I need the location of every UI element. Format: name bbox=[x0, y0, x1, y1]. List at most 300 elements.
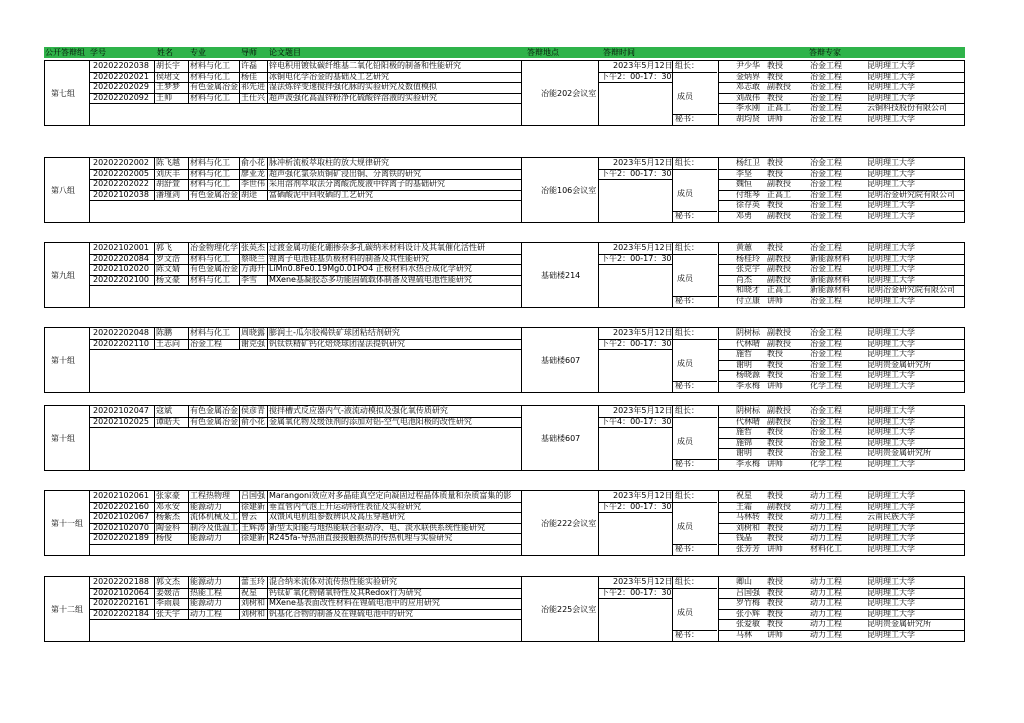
thesis-title: 金属氧化物及缓蚀剂的添加对铝-空气电池阳极的改性研究 bbox=[269, 417, 472, 426]
header-name: 姓名 bbox=[157, 48, 173, 57]
expert-name: 钱晶 bbox=[736, 533, 752, 542]
expert-rank: 教授 bbox=[767, 349, 783, 358]
thesis-title: R245fa-导热油直接接触换热的传热机理与实验研究 bbox=[269, 533, 453, 542]
defense-date: 2023年5月12日 bbox=[613, 577, 673, 586]
student-major: 材料与化工 bbox=[190, 169, 230, 178]
expert-field: 新能源材料 bbox=[810, 275, 850, 284]
expert-name: 杨桂玲 bbox=[736, 254, 760, 263]
student-name: 胡长宇 bbox=[156, 61, 180, 70]
defense-time: 下午2：00-17：30 bbox=[601, 588, 672, 597]
row-divider bbox=[672, 72, 717, 73]
student-advisor: 吕国强 bbox=[241, 491, 265, 500]
student-id: 20202202021 bbox=[93, 72, 149, 81]
expert-field: 冶金工程 bbox=[810, 349, 842, 358]
expert-rank: 教授 bbox=[767, 169, 783, 178]
expert-org: 昆明贵金属研究所 bbox=[867, 448, 931, 457]
expert-org: 昆明理工大学 bbox=[867, 264, 915, 273]
expert-org: 昆明理工大学 bbox=[867, 72, 915, 81]
student-advisor: 祝星 bbox=[241, 588, 257, 597]
student-advisor: 刘树和 bbox=[241, 598, 265, 607]
expert-name: 吕国强 bbox=[736, 588, 760, 597]
expert-org: 昆明理工大学 bbox=[867, 114, 915, 123]
student-advisor: 杨佳 bbox=[241, 72, 257, 81]
expert-field: 冶金工程 bbox=[810, 427, 842, 436]
row-divider bbox=[89, 427, 521, 428]
student-id: 20202102047 bbox=[93, 406, 149, 415]
expert-org: 昆明理工大学 bbox=[867, 243, 915, 252]
expert-org: 昆明理工大学 bbox=[867, 82, 915, 91]
expert-name: 祝星 bbox=[736, 491, 752, 500]
defense-room: 冶能202会议室 bbox=[541, 89, 597, 98]
defense-time: 下午4：00-17：30 bbox=[601, 417, 672, 426]
expert-field: 动力工程 bbox=[810, 512, 842, 521]
defense-date: 2023年5月12日 bbox=[613, 328, 673, 337]
expert-org: 昆明理工大学 bbox=[867, 179, 915, 188]
expert-org: 昆明理工大学 bbox=[867, 200, 915, 209]
expert-name: 罗竹梅 bbox=[736, 598, 760, 607]
student-name: 罗文浩 bbox=[156, 254, 180, 263]
expert-org: 昆明理工大学 bbox=[867, 459, 915, 468]
expert-role: 组长： bbox=[675, 243, 699, 252]
expert-org: 昆明理工大学 bbox=[867, 417, 915, 426]
expert-name: 阴树标 bbox=[736, 406, 760, 415]
student-name: 邓永安 bbox=[156, 502, 180, 511]
header-time: 答辩时间 bbox=[603, 48, 635, 57]
expert-field: 化学工程 bbox=[810, 381, 842, 390]
expert-name: 王霜 bbox=[736, 502, 752, 511]
expert-org: 昆明理工大学 bbox=[867, 339, 915, 348]
expert-org: 昆明贵金属研究所 bbox=[867, 619, 931, 628]
expert-name: 代林晴 bbox=[736, 417, 760, 426]
expert-name: 马林 bbox=[736, 630, 752, 639]
thesis-title: 采用溶剂萃取法分离酸洗废液中锌离子的基础研究 bbox=[269, 179, 445, 188]
student-major: 材料与化工 bbox=[190, 328, 230, 337]
expert-rank: 正高工 bbox=[767, 285, 791, 294]
row-divider bbox=[89, 544, 521, 545]
expert-org: 昆明理工大学 bbox=[867, 491, 915, 500]
expert-rank: 讲师 bbox=[767, 296, 783, 305]
student-advisor: 蕾玉玲 bbox=[241, 577, 265, 586]
expert-field: 冶金工程 bbox=[810, 264, 842, 273]
row-divider bbox=[672, 417, 717, 418]
expert-role: 秘书： bbox=[675, 296, 699, 305]
student-id: 20202102067 bbox=[93, 512, 149, 521]
student-name: 陶金科 bbox=[156, 523, 180, 532]
expert-field: 冶金工程 bbox=[810, 114, 842, 123]
expert-name: 谢明 bbox=[736, 360, 752, 369]
group-block bbox=[44, 576, 965, 642]
row-divider bbox=[89, 619, 521, 620]
expert-name: 李坚 bbox=[736, 169, 752, 178]
row-divider bbox=[598, 264, 672, 265]
row-divider bbox=[598, 598, 672, 599]
header-group: 公开答辩组 bbox=[45, 48, 85, 57]
expert-rank: 副教授 bbox=[767, 339, 791, 348]
expert-org: 云南民族大学 bbox=[867, 512, 915, 521]
expert-field: 冶金工程 bbox=[810, 328, 842, 337]
student-major: 能源动力 bbox=[190, 577, 222, 586]
expert-field: 冶金工程 bbox=[810, 448, 842, 457]
expert-role: 秘书： bbox=[675, 630, 699, 639]
expert-field: 冶金工程 bbox=[810, 169, 842, 178]
expert-name: 李永梅 bbox=[736, 381, 760, 390]
student-major: 材料与化工 bbox=[190, 93, 230, 102]
expert-name: 付维琴 bbox=[736, 190, 760, 199]
expert-rank: 教授 bbox=[767, 200, 783, 209]
expert-org: 昆明理工大学 bbox=[867, 523, 915, 532]
expert-rank: 教授 bbox=[767, 609, 783, 618]
expert-name: 和晓才 bbox=[736, 285, 760, 294]
student-name: 胡舒萱 bbox=[156, 179, 180, 188]
expert-org: 昆明冶金研究院有限公司 bbox=[867, 190, 955, 199]
student-id: 20202202029 bbox=[93, 82, 149, 91]
expert-rank: 副教授 bbox=[767, 275, 791, 284]
student-advisor: 周晓露 bbox=[241, 328, 265, 337]
thesis-title: 过渡金属功能化硼掺杂多孔碳纳米材料设计及其氧催化活性研 bbox=[269, 243, 485, 252]
thesis-title: 超声波强化高温锌粉净化硫酸锌溶液的实验研究 bbox=[269, 93, 437, 102]
expert-field: 冶金工程 bbox=[810, 438, 842, 447]
expert-rank: 副教授 bbox=[767, 179, 791, 188]
row-divider bbox=[89, 200, 521, 201]
expert-name: 谢明 bbox=[736, 448, 752, 457]
members-label: 成员 bbox=[677, 92, 693, 101]
expert-field: 动力工程 bbox=[810, 598, 842, 607]
expert-field: 冶金工程 bbox=[810, 243, 842, 252]
expert-field: 动力工程 bbox=[810, 491, 842, 500]
student-name: 陈文婧 bbox=[156, 264, 180, 273]
student-id: 20202102001 bbox=[93, 243, 149, 252]
expert-org: 昆明理工大学 bbox=[867, 577, 915, 586]
student-advisor: 方海升 bbox=[241, 264, 265, 273]
student-name: 郭飞 bbox=[156, 243, 172, 252]
student-id: 20202202189 bbox=[93, 533, 149, 542]
expert-rank: 教授 bbox=[767, 598, 783, 607]
expert-rank: 教授 bbox=[767, 448, 783, 457]
column-divider bbox=[598, 61, 599, 125]
thesis-title: Marangoni效应对多晶硅真空定向凝固过程晶体质量和杂质富集的影 bbox=[269, 491, 512, 500]
expert-role: 秘书： bbox=[675, 544, 699, 553]
student-major: 能源动力 bbox=[190, 598, 222, 607]
header-room: 答辩地点 bbox=[527, 48, 559, 57]
expert-org: 昆明理工大学 bbox=[867, 533, 915, 542]
student-id: 20202202022 bbox=[93, 179, 149, 188]
expert-rank: 教授 bbox=[767, 438, 783, 447]
defense-time: 下午2：00-17：30 bbox=[601, 72, 672, 81]
student-id: 20202202048 bbox=[93, 328, 149, 337]
header-title: 论文题目 bbox=[269, 48, 301, 57]
student-id: 20202202110 bbox=[93, 339, 149, 348]
student-advisor: 蔡晓兰 bbox=[241, 254, 265, 263]
row-divider bbox=[89, 103, 521, 104]
student-advisor: 侯彦青 bbox=[241, 406, 265, 415]
expert-name: 肖杰 bbox=[736, 275, 752, 284]
expert-rank: 教授 bbox=[767, 491, 783, 500]
expert-field: 动力工程 bbox=[810, 577, 842, 586]
student-name: 潘瑾剑 bbox=[156, 190, 180, 199]
members-label: 成员 bbox=[677, 359, 693, 368]
expert-name: 施锦 bbox=[736, 438, 752, 447]
expert-field: 动力工程 bbox=[810, 619, 842, 628]
student-major: 材料与化工 bbox=[190, 179, 230, 188]
expert-name: 张芳芳 bbox=[736, 544, 760, 553]
defense-date: 2023年5月12日 bbox=[613, 243, 673, 252]
defense-room: 冶能225会议室 bbox=[541, 605, 597, 614]
expert-field: 冶金工程 bbox=[810, 82, 842, 91]
thesis-title: 超声强化氯杂质铜矿浸出铜、分离铁的研究 bbox=[269, 169, 421, 178]
expert-rank: 讲师 bbox=[767, 630, 783, 639]
group-name: 第十一组 bbox=[51, 519, 83, 528]
thesis-title: 新型太阳能与地热能联合驱动冷、电、淡水联供系统性能研究 bbox=[269, 523, 485, 532]
expert-rank: 正高工 bbox=[767, 103, 791, 112]
student-advisor: 李世伟 bbox=[241, 179, 265, 188]
expert-org: 昆明理工大学 bbox=[867, 169, 915, 178]
expert-field: 动力工程 bbox=[810, 502, 842, 511]
student-major: 材料与化工 bbox=[190, 158, 230, 167]
row-divider bbox=[89, 285, 521, 286]
thesis-title: 湿法炼锌变速搅拌强化脉的实验研究及数值模拟 bbox=[269, 82, 437, 91]
student-advisor: 李雪 bbox=[241, 275, 257, 284]
table-header bbox=[44, 47, 965, 58]
student-major: 有色金属冶金 bbox=[190, 406, 238, 415]
expert-role: 组长： bbox=[675, 328, 699, 337]
defense-room: 冶能222会议室 bbox=[541, 519, 597, 528]
expert-name: 马林转 bbox=[736, 512, 760, 521]
expert-field: 动力工程 bbox=[810, 588, 842, 597]
column-divider bbox=[598, 406, 599, 470]
expert-name: 杨晓源 bbox=[736, 370, 760, 379]
expert-rank: 副教授 bbox=[767, 502, 791, 511]
student-name: 杨俊 bbox=[156, 533, 172, 542]
expert-field: 化学工程 bbox=[810, 459, 842, 468]
row-divider bbox=[672, 502, 717, 503]
expert-name: 施哲 bbox=[736, 427, 752, 436]
student-advisor: 刘树和 bbox=[241, 609, 265, 618]
row-divider bbox=[672, 339, 717, 340]
student-id: 20202202161 bbox=[93, 598, 149, 607]
expert-name: 邓勇 bbox=[736, 211, 752, 220]
thesis-title: 锂离子电池硅基负极材料的制备及其性能研究 bbox=[269, 254, 429, 263]
student-major: 有色金属冶金 bbox=[190, 264, 238, 273]
expert-rank: 教授 bbox=[767, 523, 783, 532]
expert-name: 张克宇 bbox=[736, 264, 760, 273]
column-divider bbox=[598, 577, 599, 641]
expert-field: 冶金工程 bbox=[810, 179, 842, 188]
student-advisor: 徐建新 bbox=[241, 502, 265, 511]
student-name: 陈飞越 bbox=[156, 158, 180, 167]
expert-name: 张爱敏 bbox=[736, 619, 760, 628]
expert-field: 新能源材料 bbox=[810, 285, 850, 294]
expert-field: 动力工程 bbox=[810, 523, 842, 532]
thesis-title: LiMn0.8Fe0.19Mg0.01PO4 正极材料水热合成化学研究 bbox=[269, 264, 472, 273]
defense-room: 基础楼607 bbox=[541, 434, 581, 443]
student-major: 有色金属冶金 bbox=[190, 417, 238, 426]
expert-field: 冶金工程 bbox=[810, 103, 842, 112]
row-divider bbox=[672, 254, 717, 255]
expert-field: 动力工程 bbox=[810, 609, 842, 618]
members-label: 成员 bbox=[677, 189, 693, 198]
student-name: 张天宇 bbox=[156, 609, 180, 618]
expert-name: 阴树标 bbox=[736, 328, 760, 337]
expert-role: 秘书： bbox=[675, 381, 699, 390]
student-advisor: 胡途 bbox=[241, 190, 257, 199]
expert-field: 冶金工程 bbox=[810, 158, 842, 167]
student-major: 材料与化工 bbox=[190, 254, 230, 263]
student-advisor: 张英杰 bbox=[241, 243, 265, 252]
expert-rank: 副教授 bbox=[767, 264, 791, 273]
student-id: 20202202188 bbox=[93, 577, 149, 586]
expert-rank: 副教授 bbox=[767, 254, 791, 263]
group-name: 第九组 bbox=[51, 271, 75, 280]
column-divider bbox=[598, 158, 599, 222]
expert-rank: 教授 bbox=[767, 61, 783, 70]
student-advisor: 谢克强 bbox=[241, 339, 265, 348]
group-block bbox=[44, 405, 965, 471]
student-advisor: 徐建新 bbox=[241, 533, 265, 542]
student-name: 王帅 bbox=[156, 93, 172, 102]
group-block bbox=[44, 60, 965, 126]
defense-room: 基础楼214 bbox=[541, 271, 581, 280]
expert-name: 金炳界 bbox=[736, 72, 760, 81]
expert-org: 昆明理工大学 bbox=[867, 349, 915, 358]
group-name: 第八组 bbox=[51, 186, 75, 195]
expert-role: 秘书： bbox=[675, 114, 699, 123]
expert-rank: 教授 bbox=[767, 512, 783, 521]
expert-name: 尹少华 bbox=[736, 61, 760, 70]
student-id: 20202102025 bbox=[93, 417, 149, 426]
defense-date: 2023年5月12日 bbox=[613, 61, 673, 70]
expert-org: 昆明理工大学 bbox=[867, 296, 915, 305]
expert-field: 冶金工程 bbox=[810, 360, 842, 369]
expert-rank: 教授 bbox=[767, 577, 783, 586]
expert-org: 昆明理工大学 bbox=[867, 427, 915, 436]
expert-rank: 教授 bbox=[767, 588, 783, 597]
student-major: 动力工程 bbox=[190, 609, 222, 618]
student-name: 王志向 bbox=[156, 339, 180, 348]
expert-name: 胡均贤 bbox=[736, 114, 760, 123]
expert-org: 昆明理工大学 bbox=[867, 544, 915, 553]
row-divider bbox=[598, 179, 672, 180]
row-divider bbox=[598, 82, 672, 83]
defense-date: 2023年5月12日 bbox=[613, 491, 673, 500]
expert-rank: 教授 bbox=[767, 360, 783, 369]
student-id: 20202102020 bbox=[93, 264, 149, 273]
expert-role: 组长： bbox=[675, 158, 699, 167]
expert-role: 秘书： bbox=[675, 211, 699, 220]
student-name: 陈鹏 bbox=[156, 328, 172, 337]
header-advisor: 导师 bbox=[241, 48, 257, 57]
student-id: 20202202002 bbox=[93, 158, 149, 167]
expert-org: 昆明理工大学 bbox=[867, 609, 915, 618]
thesis-title: 双馈风电机组参数辨识及高压穿越研究 bbox=[269, 512, 405, 521]
student-id: 20202202100 bbox=[93, 275, 149, 284]
members-label: 成员 bbox=[677, 274, 693, 283]
expert-org: 昆明理工大学 bbox=[867, 370, 915, 379]
expert-field: 冶金工程 bbox=[810, 93, 842, 102]
student-major: 材料与化工 bbox=[190, 72, 230, 81]
student-major: 热能工程 bbox=[190, 588, 222, 597]
expert-role: 组长： bbox=[675, 61, 699, 70]
expert-org: 昆明冶金研究院有限公司 bbox=[867, 285, 955, 294]
row-divider bbox=[672, 588, 717, 589]
expert-rank: 教授 bbox=[767, 243, 783, 252]
expert-field: 动力工程 bbox=[810, 533, 842, 542]
expert-rank: 教授 bbox=[767, 72, 783, 81]
defense-time: 下午2：00-17：30 bbox=[601, 169, 672, 178]
expert-field: 冶金工程 bbox=[810, 200, 842, 209]
expert-field: 材料化工 bbox=[810, 544, 842, 553]
student-advisor: 俞小花 bbox=[241, 417, 265, 426]
defense-date: 2023年5月12日 bbox=[613, 406, 673, 415]
student-name: 李雨晨 bbox=[156, 598, 180, 607]
expert-org: 云铜科技股份有限公司 bbox=[867, 103, 947, 112]
thesis-title: MXene基表面改性材料在锂硫电池中的应用研究 bbox=[269, 598, 440, 607]
expert-field: 冶金工程 bbox=[810, 339, 842, 348]
expert-name: 代林晴 bbox=[736, 339, 760, 348]
expert-rank: 副教授 bbox=[767, 82, 791, 91]
student-major: 冶金物理化学 bbox=[190, 243, 238, 252]
student-name: 张家豪 bbox=[156, 491, 180, 500]
members-label: 成员 bbox=[677, 608, 693, 617]
expert-field: 冶金工程 bbox=[810, 190, 842, 199]
expert-org: 昆明理工大学 bbox=[867, 598, 915, 607]
thesis-title: 锌电积用镀钛碳纤维基二氧化铅阳极的制备和性能研究 bbox=[269, 61, 461, 70]
defense-time: 下午2：00-17：30 bbox=[601, 339, 672, 348]
group-name: 第十组 bbox=[51, 356, 75, 365]
header-major: 专业 bbox=[190, 48, 206, 57]
expert-name: 杨红卫 bbox=[736, 158, 760, 167]
student-advisor: 俞小花 bbox=[241, 158, 265, 167]
student-name: 谭皓天 bbox=[156, 417, 180, 426]
student-id: 20202202038 bbox=[93, 61, 149, 70]
row-divider bbox=[89, 349, 521, 350]
defense-time: 下午2：00-17：30 bbox=[601, 502, 672, 511]
thesis-title: 钒基化合物的制备及在锂硫电池中的研究 bbox=[269, 609, 413, 618]
expert-org: 昆明理工大学 bbox=[867, 275, 915, 284]
expert-field: 冶金工程 bbox=[810, 61, 842, 70]
student-advisor: 祁先进 bbox=[241, 82, 265, 91]
expert-org: 昆明理工大学 bbox=[867, 211, 915, 220]
column-divider bbox=[89, 406, 90, 470]
expert-rank: 正高工 bbox=[767, 190, 791, 199]
column-divider bbox=[89, 328, 90, 392]
student-major: 材料与化工 bbox=[190, 61, 230, 70]
expert-name: 魏恒 bbox=[736, 179, 752, 188]
expert-rank: 副教授 bbox=[767, 417, 791, 426]
student-name: 郭文杰 bbox=[156, 577, 180, 586]
student-name: 寇斌 bbox=[156, 406, 172, 415]
column-divider bbox=[598, 491, 599, 555]
expert-role: 组长： bbox=[675, 491, 699, 500]
defense-room: 基础楼607 bbox=[541, 356, 581, 365]
thesis-title: 富硒酸泥中回收硒的工艺研究 bbox=[269, 190, 373, 199]
expert-name: 张小辉 bbox=[736, 609, 760, 618]
thesis-title: 混合纳米流体对流传热性能实验研究 bbox=[269, 577, 397, 586]
group-name: 第十组 bbox=[51, 434, 75, 443]
student-id: 20202202005 bbox=[93, 169, 149, 178]
thesis-title: MXene基凝胶态多功能固硫载体制备及锂硫电池性能研究 bbox=[269, 275, 472, 284]
expert-name: 刘树和 bbox=[736, 523, 760, 532]
student-id: 20202202184 bbox=[93, 609, 149, 618]
expert-org: 昆明理工大学 bbox=[867, 406, 915, 415]
student-major: 材料与化工 bbox=[190, 275, 230, 284]
column-divider bbox=[598, 328, 599, 392]
expert-org: 昆明理工大学 bbox=[867, 502, 915, 511]
row-divider bbox=[598, 427, 672, 428]
members-label: 成员 bbox=[677, 437, 693, 446]
expert-rank: 副教授 bbox=[767, 211, 791, 220]
student-advisor: 廖亚龙 bbox=[241, 169, 265, 178]
student-id: 20202102064 bbox=[93, 588, 149, 597]
